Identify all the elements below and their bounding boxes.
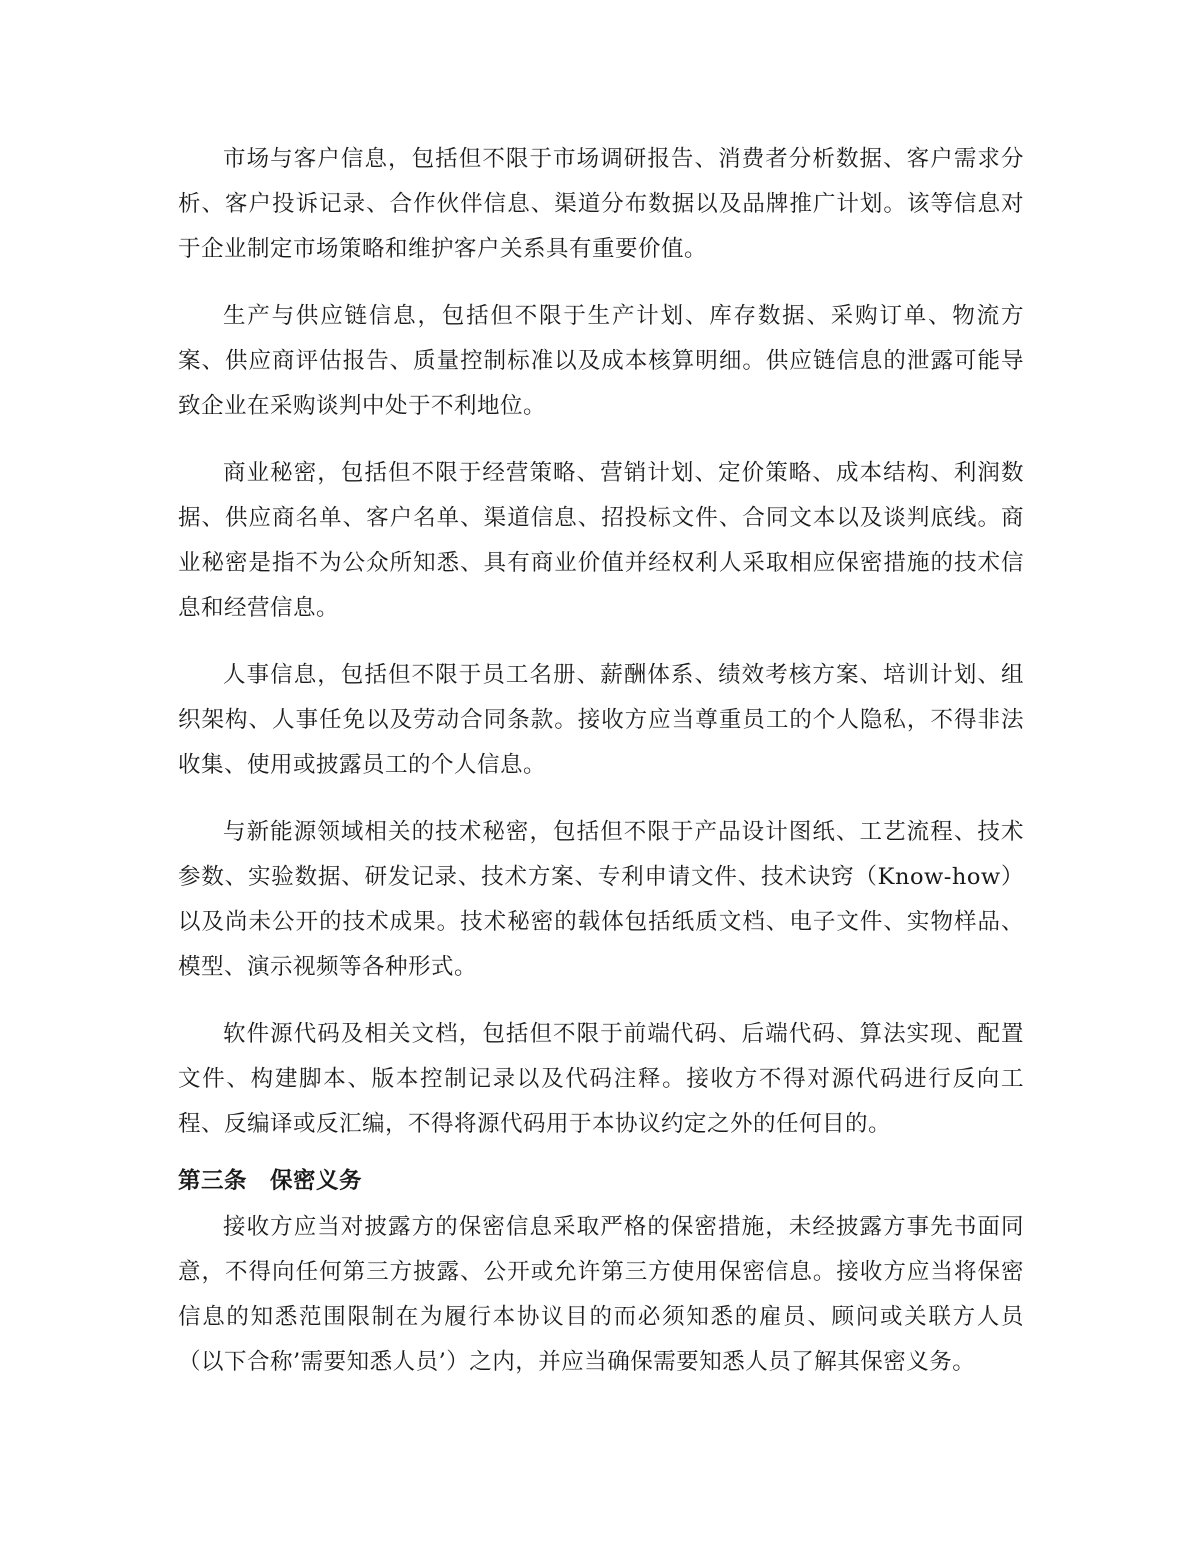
paragraph-confidentiality-obligations: 接收方应当对披露方的保密信息采取严格的保密措施，未经披露方事先书面同意，不得向任何第三方披露、公开或允许第三方使用保密信息。接收方应当将保密信息的知悉范围限制在为履行本协议目的而必须知悉的雇员、顾问或关联方人员（以下合称’需要知悉人员’）之内，并应当确保需要知悉人员了解其保密义务。 xyxy=(178,1214,1024,1375)
paragraph-supply-chain-info: 生产与供应链信息，包括但不限于生产计划、库存数据、采购订单、物流方案、供应商评估报告、质量控制标准以及成本核算明细。供应链信息的泄露可能导致企业在采购谈判中处于不利地位。 xyxy=(178,303,1024,419)
document-page xyxy=(178,137,1024,1385)
paragraph-personnel-info: 人事信息，包括但不限于员工名册、薪酬体系、绩效考核方案、培训计划、组织架构、人事任免以及劳动合同条款。接收方应当尊重员工的个人隐私，不得非法收集、使用或披露员工的个人信息。 xyxy=(178,662,1024,778)
paragraph-source-code: 软件源代码及相关文档，包括但不限于前端代码、后端代码、算法实现、配置文件、构建脚本、版本控制记录以及代码注释。接收方不得对源代码进行反向工程、反编译或反汇编，不得将源代码用于本协议约定之外的任何目的。 xyxy=(178,1021,1024,1137)
paragraph-gap xyxy=(178,990,1024,1012)
paragraph-gap xyxy=(178,272,1024,294)
paragraph-gap xyxy=(178,788,1024,810)
paragraph-gap xyxy=(178,429,1024,451)
section-heading-confidentiality-obligations: 第三条 保密义务 xyxy=(178,1168,363,1194)
paragraph-market-customer-info: 市场与客户信息，包括但不限于市场调研报告、消费者分析数据、客户需求分析、客户投诉记录、合作伙伴信息、渠道分布数据以及品牌推广计划。该等信息对于企业制定市场策略和维护客户关系具有重要价值。 xyxy=(178,146,1024,262)
paragraph-gap xyxy=(178,631,1024,653)
paragraph-technical-secrets: 与新能源领域相关的技术秘密，包括但不限于产品设计图纸、工艺流程、技术参数、实验数据、研发记录、技术方案、专利申请文件、技术诀窍（Know-how）以及尚未公开的技术成果。技术秘密的载体包括纸质文档、电子文件、实物样品、模型、演示视频等各种形式。 xyxy=(178,819,1024,980)
paragraph-trade-secrets: 商业秘密，包括但不限于经营策略、营销计划、定价策略、成本结构、利润数据、供应商名单、客户名单、渠道信息、招投标文件、合同文本以及谈判底线。商业秘密是指不为公众所知悉、具有商业价值并经权利人采取相应保密措施的技术信息和经营信息。 xyxy=(178,460,1024,621)
